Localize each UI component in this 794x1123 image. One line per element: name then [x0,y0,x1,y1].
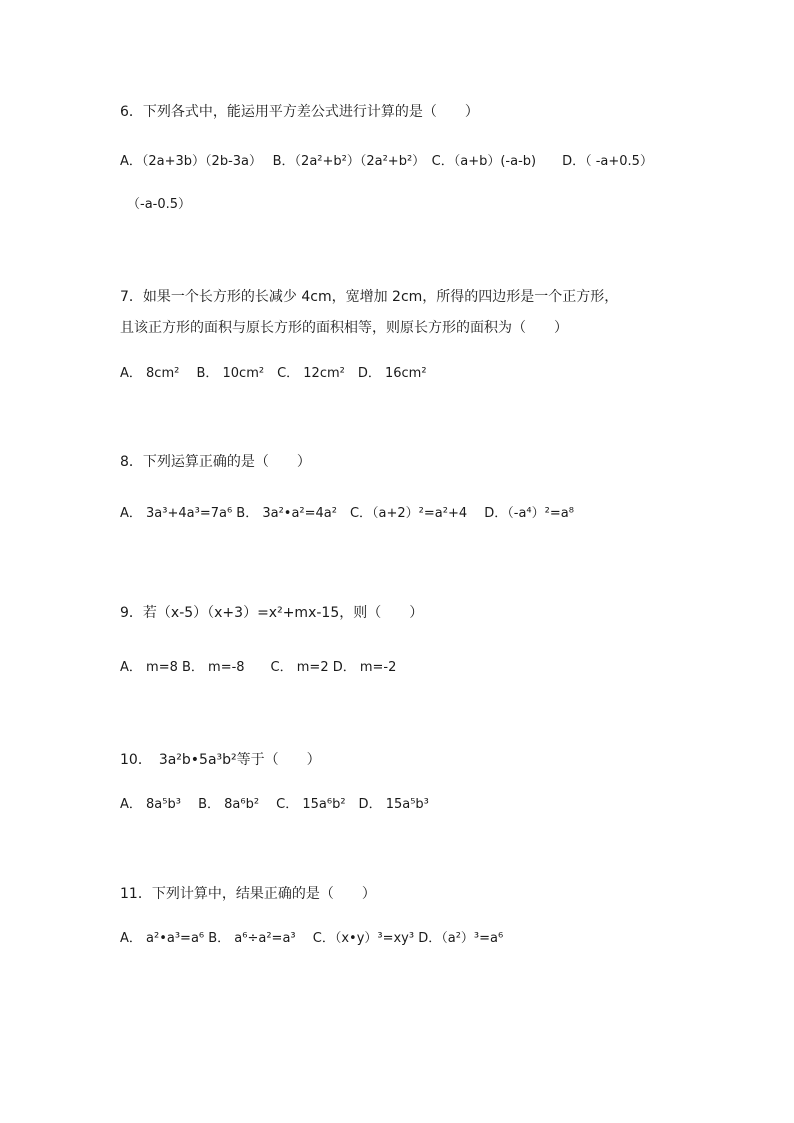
question-options: A． 8a⁵b³ B． 8a⁶b² C． 15a⁶b² D． 15a⁵b³ [120,797,429,812]
question-options: A． a²•a³=a⁶ B． a⁶÷a²=a³ C．（x•y）³=xy³ D．（a²）³=a⁶ [120,931,504,946]
question-stem: 6．下列各式中，能运用平方差公式进行计算的是（ ） [120,104,479,120]
question-stem: 9．若（x-5）（x+3）=x²+mx-15，则（ ） [120,605,424,621]
question-stem: 8．下列运算正确的是（ ） [120,454,311,470]
question-stem: 10． 3a²b•5a³b²等于（ ） [120,752,321,768]
question-stem: 7．如果一个长方形的长减少 4cm，宽增加 2cm，所得的四边形是一个正方形， [120,289,619,305]
question-options-continued: （-a-0.5） [127,197,192,212]
question-stem-continued: 且该正方形的面积与原长方形的面积相等，则原长方形的面积为（ ） [120,320,568,336]
question-stem: 11．下列计算中，结果正确的是（ ） [120,886,376,902]
question-options: A． 8cm² B． 10cm² C． 12cm² D． 16cm² [120,366,427,381]
question-options: A． m=8 B． m=-8 C． m=2 D． m=-2 [120,660,397,675]
question-options: A．（2a+3b）（2b-3a） B．（2a²+b²）（2a²+b²） C．（a+b）(-a-b) D．（ -a+0.5） [120,154,653,169]
question-options: A． 3a³+4a³=7a⁶ B． 3a²•a²=4a² C．（a+2）²=a²+4 D．（-a⁴）²=a⁸ [120,506,574,521]
